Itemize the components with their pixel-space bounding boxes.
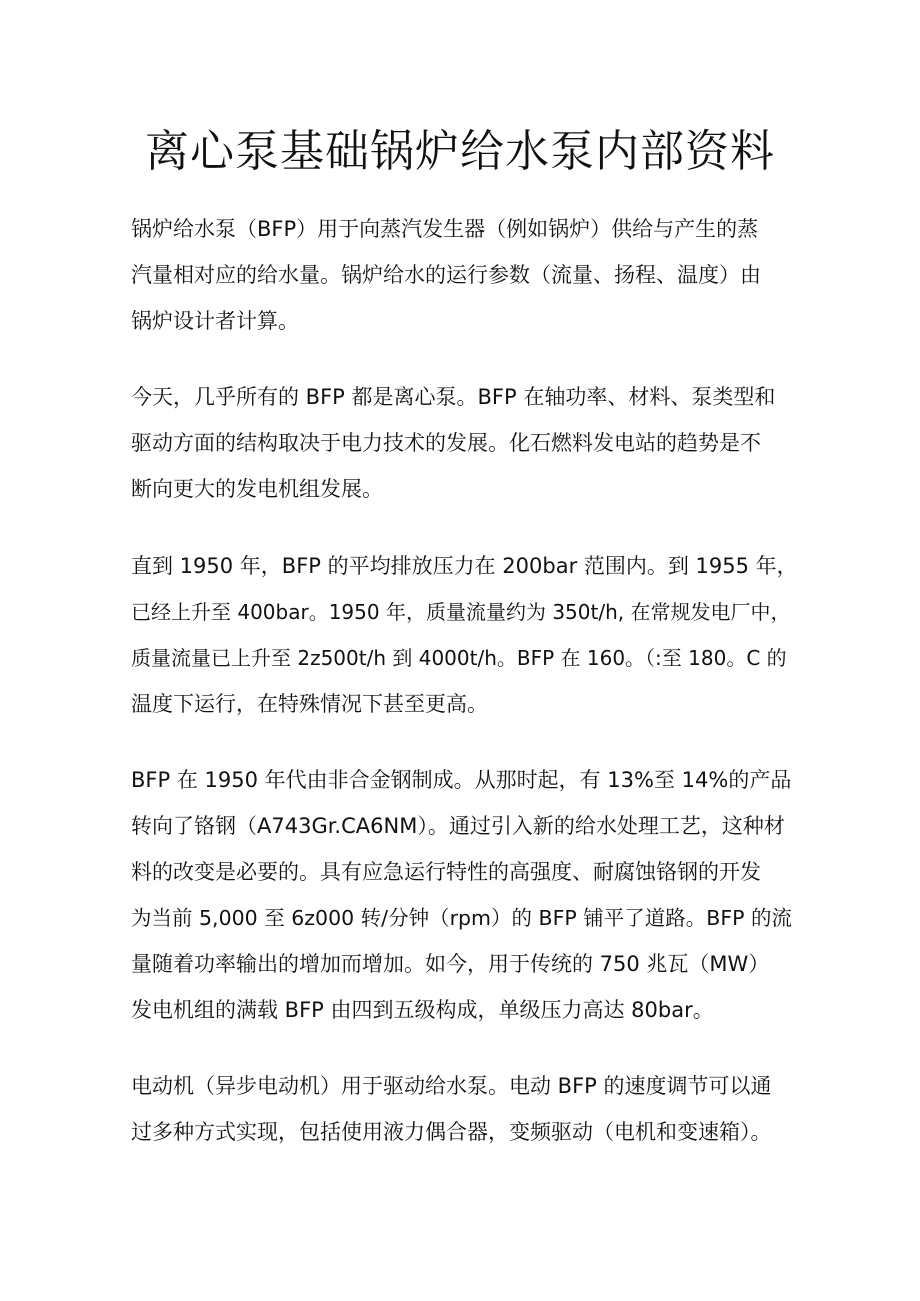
text-line: 过多种方式实现，包括使用液力偶合器，变频驱动（电机和变速箱）。 [131,1120,772,1144]
text-line: 汽量相对应的给水量。锅炉给水的运行参数（流量、扬程、温度）由 [131,263,761,287]
text-line: 发电机组的满载 BFP 由四到五级构成，单级压力高达 80bar。 [131,998,714,1022]
text-line: 转向了铬钢（A743Gr.CA6NM）。通过引入新的给水处理工艺，这种材 [131,814,785,838]
paragraph-2 [131,374,801,512]
text-line: 断向更大的发电机组发展。 [131,477,383,501]
paragraph-1 [131,206,801,344]
text-line: BFP 在 1950 年代由非合金钢制成。从那时起，有 13%至 14%的产品 [131,768,792,792]
text-line: 驱动方面的结构取决于电力技术的发展。化石燃料发电站的趋势是不 [131,431,761,455]
text-line: 温度下运行，在特殊情况下甚至更高。 [131,692,488,716]
text-line: 今天，几乎所有的 BFP 都是离心泵。BFP 在轴功率、材料、泵类型和 [131,385,776,409]
paragraph-3 [131,543,801,727]
text-line: 料的改变是必要的。具有应急运行特性的高强度、耐腐蚀铬钢的开发 [131,860,761,884]
text-line: 质量流量已上升至 2z500t/h 到 4000t/h。BFP 在 160。（:至 180。C 的 [131,646,787,670]
text-line: 直到 1950 年，BFP 的平均排放压力在 200bar 范围内。到 1955 年， [131,554,798,578]
text-line: 电动机（异步电动机）用于驱动给水泵。电动 BFP 的速度调节可以通 [131,1074,772,1098]
text-line: 为当前 5,000 至 6z000 转/分钟（rpm）的 BFP 铺平了道路。BFP 的流 [131,906,792,930]
paragraph-5 [131,1063,801,1155]
text-line: 锅炉给水泵（BFP）用于向蒸汽发生器（例如锅炉）供给与产生的蒸 [131,217,759,241]
text-line: 已经上升至 400bar。1950 年，质量流量约为 350t/h, 在常规发电厂中， [131,600,791,624]
document-title: 离心泵基础锅炉给水泵内部资料 [145,126,775,177]
paragraph-4 [131,757,801,1033]
text-line: 量随着功率输出的增加而增加。如今，用于传统的 750 兆瓦（MW） [131,952,770,976]
text-line: 锅炉设计者计算。 [131,309,299,333]
